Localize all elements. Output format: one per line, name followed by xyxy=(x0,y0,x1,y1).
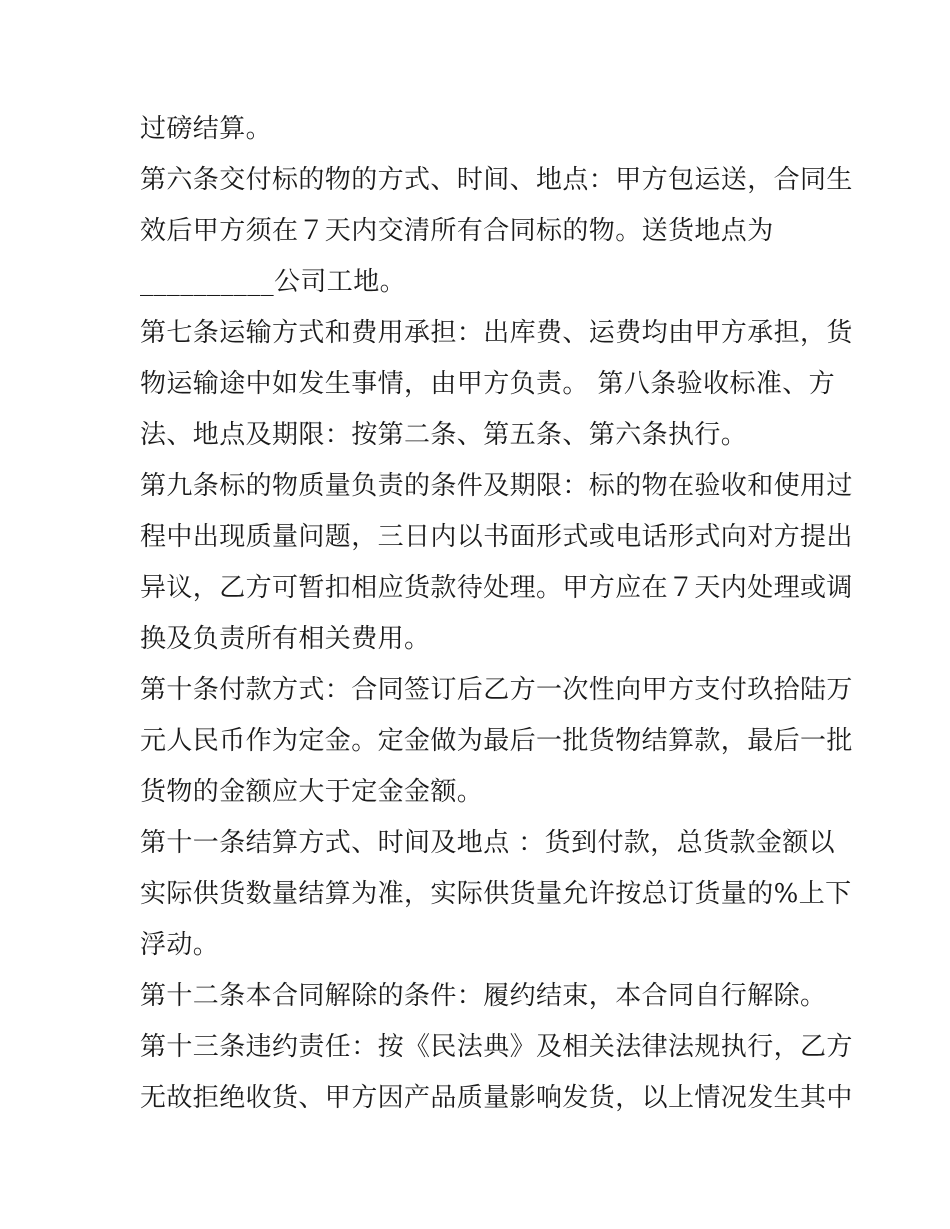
text-line: 过磅结算。 xyxy=(140,114,273,144)
text-line: __________公司工地。 xyxy=(140,267,407,297)
text-line: 第十条付款方式：合同签订后乙方一次性向甲方支付玖拾陆万 xyxy=(140,675,853,705)
text-line: 第九条标的物质量负责的条件及期限：标的物在验收和使用过 xyxy=(140,471,853,501)
text-line: 换及负责所有相关费用。 xyxy=(140,624,431,654)
text-line: 程中出现质量问题，三日内以书面形式或电话形式向对方提出 xyxy=(140,522,853,552)
text-line: 第十一条结算方式、时间及地点 ：货到付款，总货款金额以 xyxy=(140,828,836,858)
text-line: 异议，乙方可暂扣相应货款待处理。甲方应在７天内处理或调 xyxy=(140,573,853,603)
text-line: 元人民币作为定金。定金做为最后一批货物结算款，最后一批 xyxy=(140,726,853,756)
text-line: 实际供货数量结算为准，实际供货量允许按总订货量的%上下 xyxy=(140,879,852,909)
text-line: 浮动。 xyxy=(140,930,220,960)
text-line: 物运输途中如发生事情，由甲方负责。 第八条验收标准、方 xyxy=(140,369,836,399)
text-line: 无故拒绝收货、甲方因产品质量影响发货，以上情况发生其中 xyxy=(140,1083,853,1113)
text-line: 第十三条违约责任：按《民法典》及相关法律法规执行，乙方 xyxy=(140,1032,853,1062)
text-line: 第六条交付标的物的方式、时间、地点：甲方包运送，合同生 xyxy=(140,165,853,195)
text-line: 法、地点及期限：按第二条、第五条、第六条执行。 xyxy=(140,420,748,450)
text-line: 货物的金额应大于定金金额。 xyxy=(140,777,484,807)
text-line: 第七条运输方式和费用承担：出库费、运费均由甲方承担，货 xyxy=(140,318,853,348)
text-line: 效后甲方须在７天内交清所有合同标的物。送货地点为 xyxy=(140,216,774,246)
text-line: 第十二条本合同解除的条件：履约结束，本合同自行解除。 xyxy=(140,981,827,1011)
